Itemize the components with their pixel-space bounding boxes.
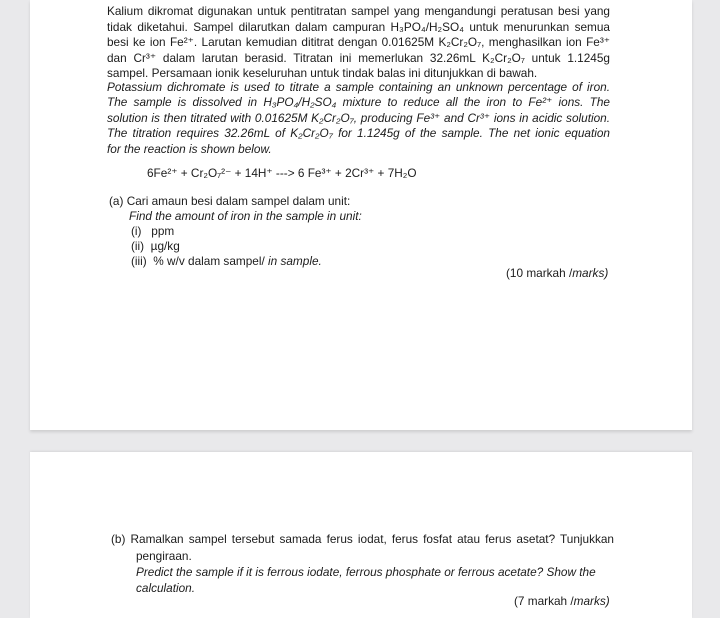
part-b-question-malay-line-1: (b) Ramalkan sampel tersebut samada ferus iodat, ferus fosfat atau ferus asetat? Tunjukkan [111,532,614,546]
english-paragraph-line-3: solution is then titrated with 0.01625M K₂Cr₂O₇, producing Fe³⁺ and Cr³⁺ ions in acidic solution. [107,110,610,125]
document-page-2 [30,452,692,618]
net-ionic-equation: 6Fe²⁺ + Cr₂O₇²⁻ + 14H⁺ ---> 6 Fe³⁺ + 2Cr³⁺ + 7H₂O [147,166,417,180]
part-a-question-english: Find the amount of iron in the sample in unit: [129,209,362,223]
part-a-marks-word: marks) [572,266,609,280]
part-a-item-ppm: (i) ppm [131,224,175,238]
part-b-question-english-line-2: calculation. [136,581,196,595]
part-b-marks-number: (7 markah / [514,594,574,608]
malay-paragraph-line-1: Kalium dikromat digunakan untuk pentitratan sampel yang mengandungi peratusan besi yang [107,4,610,18]
document-page-1 [30,0,692,430]
part-b-question-english-line-1: Predict the sample if it is ferrous iodate, ferrous phosphate or ferrous acetate? Show the [136,565,596,579]
part-a-item-iii-english: in sample. [264,254,322,268]
english-paragraph-line-2: The sample is dissolved in H₃PO₄/H₂SO₄ mixture to reduce all the iron to Fe²⁺ ions. The [107,95,610,109]
part-b-marks [514,594,610,610]
malay-paragraph-line-2: tidak diketahui. Sampel dilarutkan dalam campuran H₃PO₄/H₂SO₄ untuk menurunkan semua [107,19,610,34]
part-a-marks-number: (10 markah / [506,266,573,280]
part-a-item-percent-wv [131,254,322,270]
english-paragraph-line-1: Potassium dichromate is used to titrate a sample containing an unknown percentage of iron. [107,79,610,94]
part-a-question-malay: (a) Cari amaun besi dalam sampel dalam unit: [109,194,351,208]
part-a-item-iii-malay: (iii) % w/v dalam sampel/ [131,254,265,268]
part-b-question-malay-line-2: pengiraan. [136,549,192,563]
part-b-marks-word: marks) [573,594,610,608]
english-paragraph-line-4: The titration requires 32.26mL of K₂Cr₂O₇ for 1.1245g of the sample. The net ionic equation [107,126,610,140]
malay-paragraph-line-4: dan Cr³⁺ dalam larutan berasid. Titratan ini memerlukan 32.26mL K₂Cr₂O₇ untuk 1.1245g [107,50,610,65]
malay-paragraph-line-3: besi ke ion Fe²⁺. Larutan kemudian dititrat dengan 0.01625M K₂Cr₂O₇, menghasilkan ion Fe³⁺ [107,35,610,49]
malay-paragraph-line-5: sampel. Persamaan ionik keseluruhan untuk tindak balas ini ditunjukkan di bawah. [107,66,538,80]
part-a-marks [506,266,608,282]
part-a-item-ug-per-kg: (ii) µg/kg [131,239,180,253]
english-paragraph-line-5: for the reaction is shown below. [107,141,272,156]
